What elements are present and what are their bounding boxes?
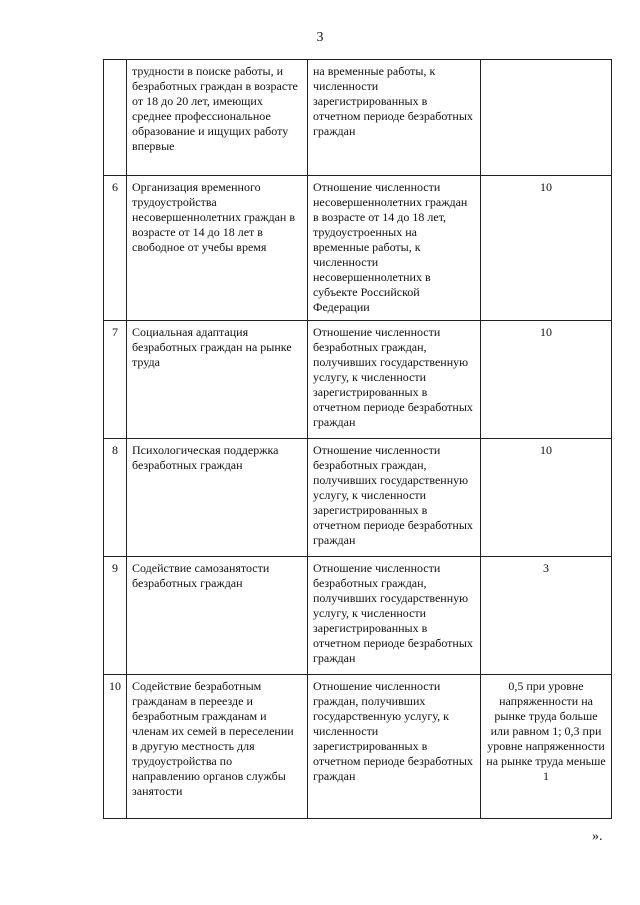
indicator-value [481,60,612,176]
table-row [104,439,612,557]
indicator-value: 3 [481,557,612,675]
indicator-name: Содействие самозанятости безработных граждан [127,557,308,675]
row-number [104,60,127,176]
calculation-method: Отношение численности несовершеннолетних граждан в возрасте от 14 до 18 лет, трудоустроенных на временные работы, к численности несовершеннолетних в субъекте Российской Федерации [308,176,481,321]
table-row [104,176,612,321]
row-number: 8 [104,439,127,557]
indicator-name: трудности в поиске работы, и безработных граждан в возрасте от 18 до 20 лет, имеющих среднее профессиональное образование и ищущих работу впервые [127,60,308,176]
indicator-name: Организация временного трудоустройства несовершеннолетних граждан в возрасте от 14 до 18 лет в свободное от учебы время [127,176,308,321]
calculation-method: на временные работы, к численности зарегистрированных в отчетном периоде безработных граждан [308,60,481,176]
indicators-table [103,59,612,819]
page-number: 3 [316,30,324,45]
indicator-value: 10 [481,439,612,557]
indicator-value: 10 [481,321,612,439]
calculation-method: Отношение численности безработных граждан, получивших государственную услугу, к численности зарегистрированных в отчетном периоде безработных граждан [308,321,481,439]
indicator-value: 0,5 при уровне напряженности на рынке труда больше или равном 1; 0,3 при уровне напряженности на рынке труда меньше 1 [481,675,612,819]
table-row [104,60,612,176]
indicator-name: Социальная адаптация безработных граждан на рынке труда [127,321,308,439]
calculation-method: Отношение численности безработных граждан, получивших государственную услугу, к численности зарегистрированных в отчетном периоде безработных граждан [308,557,481,675]
table-row [104,675,612,819]
indicator-name: Содействие безработным гражданам в переезде и безработным гражданам и членам их семей в переселении в другую местность для трудоустройства по направлению органов службы занятости [127,675,308,819]
row-number: 7 [104,321,127,439]
calculation-method: Отношение численности безработных граждан, получивших государственную услугу, к численности зарегистрированных в отчетном периоде безработных граждан [308,439,481,557]
row-number: 6 [104,176,127,321]
row-number: 9 [104,557,127,675]
table-row [104,557,612,675]
calculation-method: Отношение численности граждан, получивших государственную услугу, к численности зарегистрированных в отчетном периоде безработных граждан [308,675,481,819]
table-row [104,321,612,439]
closing-quote-mark: ». [592,829,603,844]
indicator-name: Психологическая поддержка безработных граждан [127,439,308,557]
indicator-value: 10 [481,176,612,321]
row-number: 10 [104,675,127,819]
